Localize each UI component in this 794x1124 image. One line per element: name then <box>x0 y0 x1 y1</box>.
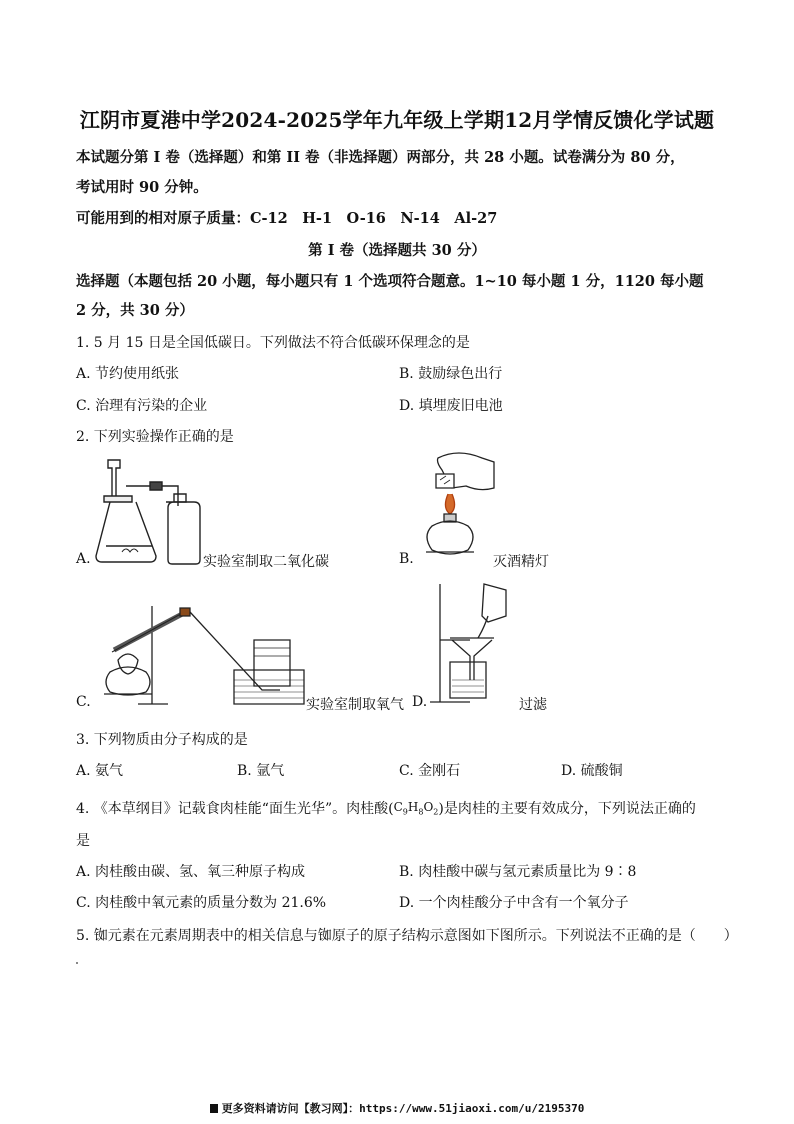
section-instructions-1: 选择题（本题包括 20 小题，每小题只有 1 个选项符合题意。1~10 每小题 1 分，1120 每小题 <box>76 273 704 290</box>
footer <box>0 1100 794 1116</box>
intro-line-2: 考试用时 90 分钟。 <box>76 179 208 196</box>
question-1-option-c[interactable]: C. 治理有污染的企业 <box>76 398 208 414</box>
section-instructions-2: 2 分，共 30 分） <box>76 302 194 319</box>
question-2-stem: 2. 下列实验操作正确的是 <box>76 429 234 445</box>
footer-link[interactable]: 更多资料请访问【教习网】：https://www.51jiaoxi.com/u/2195370 <box>221 1102 585 1115</box>
question-2-option-b-caption: 灭酒精灯 <box>493 554 549 570</box>
intro-line-1: 本试题分第 I 卷（选择题）和第 II 卷（非选择题）两部分，共 28 小题。试卷满分为 80 分， <box>76 149 685 166</box>
question-2-option-a-letter[interactable]: A. <box>76 551 91 567</box>
question-2-option-c-caption: 实验室制取氧气 <box>306 697 404 713</box>
question-2-option-d-letter[interactable]: D. <box>412 694 428 710</box>
question-1-option-a[interactable]: A. 节约使用纸张 <box>76 366 180 382</box>
question-1-option-d[interactable]: D. 填埋废旧电池 <box>399 398 503 414</box>
cinnamic-acid-formula: $C_9H_8O_2$ <box>393 800 439 817</box>
flag-icon <box>210 1104 218 1113</box>
atomic-masses: 可能用到的相对原子质量：C-12 H-1 O-16 N-14 Al-27 <box>76 210 498 227</box>
oxygen-apparatus-figure <box>94 600 306 712</box>
question-2-option-a-caption: 实验室制取二氧化碳 <box>203 554 329 570</box>
question-1-option-b[interactable]: B. 鼓励绿色出行 <box>399 366 503 382</box>
stray-dot <box>76 962 78 964</box>
co2-apparatus-figure <box>92 456 212 568</box>
question-2-option-d-caption: 过滤 <box>519 697 547 713</box>
question-4-option-b[interactable]: B. 肉桂酸中碳与氢元素质量比为 9∶8 <box>399 864 637 880</box>
question-4-option-c[interactable]: C. 肉桂酸中氧元素的质量分数为 21.6% <box>76 895 327 911</box>
question-4-stem-part2: )是肉桂的主要有效成分，下列说法正确的 <box>438 801 696 817</box>
alcohol-lamp-figure <box>418 448 500 570</box>
question-4-option-a[interactable]: A. 肉桂酸由碳、氢、氧三种原子构成 <box>76 864 306 880</box>
question-4-stem <box>76 798 696 818</box>
question-3-option-a[interactable]: A. 氨气 <box>76 763 124 779</box>
question-5-stem: 5. 铷元素在元素周期表中的相关信息与铷原子的原子结构示意图如下图所示。下列说法不正确的是（ ） <box>76 928 738 944</box>
question-3-stem: 3. 下列物质由分子构成的是 <box>76 732 248 748</box>
question-3-option-d[interactable]: D. 硫酸铜 <box>561 763 623 779</box>
section-heading: 第 I 卷（选择题共 30 分） <box>308 242 486 259</box>
question-3-option-c[interactable]: C. 金刚石 <box>399 763 461 779</box>
page-title: 江阴市夏港中学2024-2025学年九年级上学期12月学情反馈化学试题 <box>79 108 715 132</box>
filtration-figure <box>426 580 526 710</box>
question-2-option-c-letter[interactable]: C. <box>76 694 91 710</box>
question-4-stem-part1: 4. 《本草纲目》记载食肉桂能“面生光华”。肉桂酸( <box>76 801 394 817</box>
question-2-option-b-letter[interactable]: B. <box>399 551 414 567</box>
question-1-stem: 1. 5 月 15 日是全国低碳日。下列做法不符合低碳环保理念的是 <box>76 335 470 351</box>
question-4-stem-line2: 是 <box>76 833 90 849</box>
question-3-option-b[interactable]: B. 氩气 <box>237 763 285 779</box>
question-4-option-d[interactable]: D. 一个肉桂酸分子中含有一个氧分子 <box>399 895 629 911</box>
